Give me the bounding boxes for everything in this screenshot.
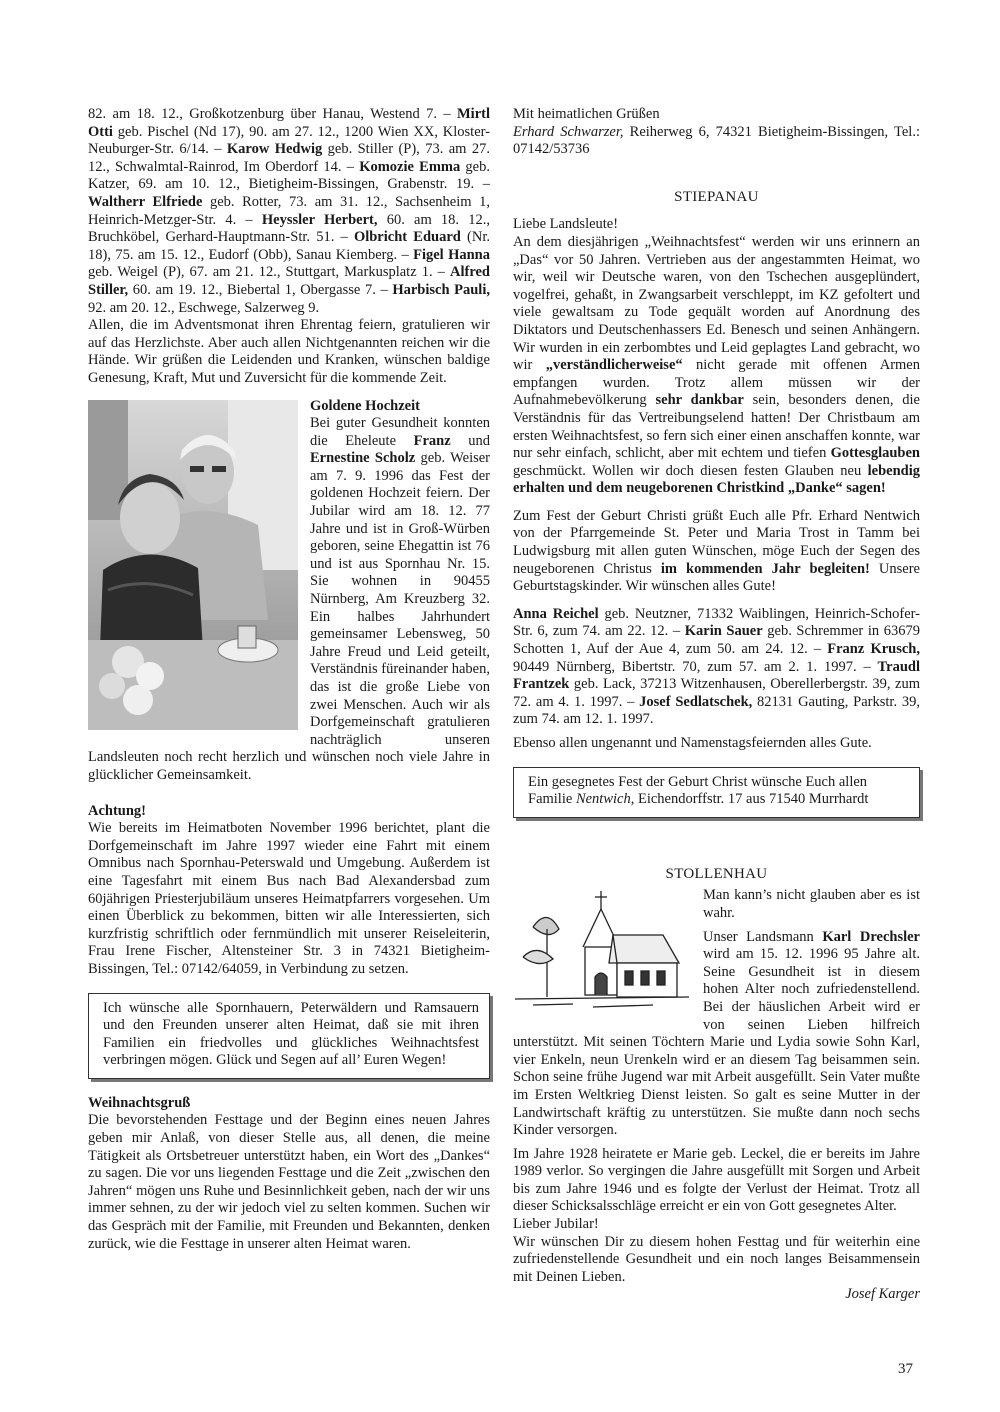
golden-wedding-section — [88, 398, 490, 785]
church-illustration — [513, 887, 693, 1015]
stiepanau-salutation: Liebe Landsleute! — [513, 216, 619, 233]
stollenhau-salutation: Lieber Jubilar! — [513, 1216, 599, 1233]
stiepanau-birthdays: Anna Reichel geb. Neutzner, 71332 Waiblingen, Heinrich-Schofer-Str. 6, zum 74. am 22. 12. – Karin Sauer geb. Schremmer in 63679 Schotten 1, Auf der Aue 4, zum 50. am 24. 12. – Franz Krusch, 90449 Nürnberg, Bibertstr. 70, zum 57. am 2. 1. 1997. – Traudl Frantzek geb. Lack, 37213 Witzenhausen, Oberellerbergstr. 39, zum 72. am 4. 1. 1997. – Josef Sedlatschek, 82131 Gauting, Parkstr. 39, zum 74. am 12. 1. 1997. — [513, 605, 920, 728]
achtung-heading: Achtung! — [88, 802, 147, 819]
person-name: Ernestine Scholz — [310, 450, 416, 467]
nentwich-greeting-box: Ein gesegnetes Fest der Geburt Christ wünsche Euch allen Familie Nentwich, Eichendorffstr. 17 aus 71540 Murrhardt — [513, 767, 920, 818]
person-name: Karl Drechsler — [822, 928, 920, 945]
person-name: Franz Krusch, — [827, 641, 920, 658]
person-name: Anna Reichel — [513, 605, 599, 622]
couple-photo — [88, 400, 298, 730]
golden-wedding-heading: Goldene Hochzeit — [310, 397, 420, 414]
stiepanau-section — [513, 189, 920, 753]
person-name: Karow Hedwig — [226, 141, 323, 158]
golden-wedding-text: Bei guter Gesundheit konnten die Eheleute Franz und Ernestine Scholz geb. Weiser am 7. 9. 1996 das Fest der goldenen Hochzeit feiern. Der Jubilar wird am 18. 12. 77 Jahre und ist in Groß-Würben geboren, seine Ehegattin ist 76 und ist aus Spornhau Nr. 15. Sie wohnen in 90455 Nürnberg, Am Kreuzberg 32. Ein halbes Jahrhundert gemeinsamer Lebensweg, 50 Jahre Freud und Leid geteilt, Verständnis füreinander haben, das ist die große Liebe von zwei Menschen. Auch wir als Dorfgemeinschaft gratulieren nachträglich unseren Landsleuten noch recht herzlich und wünschen noch viele Jahre in glücklicher Gemeinsamkeit. — [88, 415, 491, 783]
person-name: Josef Sedlatschek, — [639, 693, 753, 710]
person-name: Franz — [413, 432, 451, 449]
family-name: Nentwich, — [575, 791, 635, 808]
stollenhau-title: STOLLENHAU — [665, 865, 768, 882]
person-name: Traudl Frantzek — [513, 658, 920, 693]
christmas-wish-box — [88, 993, 490, 1079]
page-number: 37 — [898, 1361, 913, 1377]
stollenhau-intro: Man kann’s nicht glauben aber es ist wahr. — [703, 887, 920, 921]
person-name: Komozie Emma — [359, 158, 461, 175]
sender-name: Erhard Schwarzer, — [513, 123, 624, 140]
stollenhau-paragraph-3: Wir wünschen Dir zu diesem hohen Festtag und für weiterhin eine zufriedenstellende Gesundheit und ein noch langes Beisammensein mit Deinen Lieben. — [513, 1233, 920, 1285]
christmas-wish-text: Ich wünsche alle Spornhauern, Peterwäldern und Ramsauern und den Freunden unserer alten Heimat, daß sie mit ihren Familien ein friedvolles und glückliches Weihnachtsfest verbringen mögen. Glück und Segen auf all’ Euren Wegen! — [103, 999, 479, 1069]
achtung-section — [88, 803, 490, 979]
person-name: Harbisch Pauli, — [392, 281, 490, 298]
advent-greeting: Allen, die im Adventsmonat ihren Ehrentag feiern, gratulieren wir auf das Herzlichste. Aber auch allen Nichtgenannten reichen wir die Hände. Wir grüßen die Leidenden und Kranken, wünschen baldige Genesung, Kraft, Mut und Zuversicht für die kommende Zeit. — [88, 317, 490, 386]
right-column — [513, 106, 920, 1304]
stiepanau-title: STIEPANAU — [674, 188, 759, 205]
signature: Josef Karger — [845, 1286, 920, 1303]
sender-greeting: Mit heimatlichen Grüßen Erhard Schwarzer, Reiherweg 6, 74321 Bietigheim-Bissingen, Tel.: 07142/53736 — [513, 106, 920, 158]
christmas-greeting-text: Die bevorstehenden Festtage und der Beginn eines neuen Jahres geben mir Anlaß, von dieser Stelle aus, all denen, die meine Tätigkeit als Ortsbetreuer unterstützt haben, ein Wort des „Dankes“ zu sagen. Die vor uns liegenden Festtage und die Zeit „zwischen den Jahren“ mögen uns Ruhe und Besinnlichkeit geben, nach der wir uns immer sehnen, zu der wir jedoch viel zu selten kommen. Suchen wir das Gespräch mit der Familie, mit Freunden und Bekannten, denken zurück, wie die Festtage in unserer alten Heimat waren. — [88, 1112, 490, 1252]
church-drawing — [513, 887, 693, 1015]
stollenhau-paragraph-1: Unser Landsmann Karl Drechsler wird am 15. 12. 1996 95 Jahre alt. Seine Gesundheit ist in diesem hohen Alter noch zufriedenstellend. Bei der häuslichen Arbeit wird er von seinen Lieben hilfreich unterstützt. Mit seinen Töchtern Marie und Lydia sowie Sohn Karl, vier Enkeln, neun Urenkeln wird er an diesem Tag beisammen sein. Schon seine frühe Jugend war mit Arbeit ausgefüllt. Sein Vater mußte im Ersten Weltkrieg Dienst leisten. So galt es seine Mutter in der Landwirtschaft kräftig zu unterstützen. Sie mußte dann noch sechs Kinder versorgen. — [513, 928, 920, 1139]
person-name: Figel Hanna — [413, 246, 490, 263]
couple-photo-image — [88, 400, 298, 730]
stollenhau-paragraph-2: Im Jahre 1928 heiratete er Marie geb. Leckel, die er bereits im Jahre 1989 verlor. So vergingen die Jahre ausgefüllt mit Sorgen und Arbeit bis zum Jahre 1946 und es folgte der Verlust der Heimat. Trotz all dieser Schicksalsschläge erreicht er ein von Gott gesegnetes Alter. — [513, 1145, 920, 1215]
person-name: Waltherr Elfriede — [88, 193, 203, 210]
stollenhau-section — [513, 866, 920, 1304]
stiepanau-paragraph-1: An dem diesjährigen „Weihnachtsfest“ werden wir uns erinnern an „Das“ vor 50 Jahren. Vertrieben aus der angestammten Heimat, wo wir, weil wir Deutsche waren, von den Tschechen ausgeplündert, vogelfrei, gehaßt, in Zwangsarbeit verschleppt, im KZ gefoltert und viele gewaltsam zu Tode gequält worden auf Anordnung des Diktators und Deutschenhassers Ed. Benesch und seinen Anhängern. Wir wurden in ein zerbombtes und Leid geplagtes Land gebracht, wo wir „verständlicherweise“ nicht gerade mit offenen Armen empfangen wurden. Trotz allem müssen wir der Aufnahmebevölkerung sehr dankbar sein, besonders denen, die Verständnis für das Vertreibungselend hatten! Der Christbaum am ersten Weihnachtsfest, so fern sich einer einen anschaffen konnte, war nur sehr einfach, schlicht, aber mit echtem und tiefen Gottesglauben geschmückt. Wollen wir doch diesen festen Glauben neu lebendig erhalten und dem neugeborenen Christkind „Danke“ sagen! — [513, 233, 920, 497]
person-name: Olbricht Eduard — [353, 229, 461, 246]
christmas-greeting-section — [88, 1095, 490, 1253]
christmas-greeting-heading: Weihnachtsgruß — [88, 1094, 191, 1111]
stiepanau-closing: Ebenso allen ungenannt und Namenstagsfeiernden alles Gute. — [513, 735, 872, 751]
person-name: Alfred Stiller, — [88, 264, 490, 298]
person-name: Karin Sauer — [684, 623, 763, 640]
stiepanau-paragraph-2: Zum Fest der Geburt Christi grüßt Euch alle Pfr. Erhard Nentwich von der Pfarrgemeinde St. Peter und Maria Trost in Tamm bei Ludwigsburg mit allen guten Wünschen, möge Euch der Segen des neugeborenen Christus im kommenden Jahr begleiten! Unsere Geburtstagskinder. Wir wünschen alles Gute! — [513, 507, 920, 595]
person-name: Mirtl Otti — [88, 106, 490, 140]
birthday-list: 82. am 18. 12., Großkotzenburg über Hanau, Westend 7. – Mirtl Otti geb. Pischel (Nd 17), 90. am 27. 12., 1200 Wien XX, Kloster-Neuburger-Str. 6/14. – Karow Hedwig geb. Stiller (P), 73. am 27. 12., Schwalmtal-Rainrod, Im Oberdorf 14. – Komozie Emma geb. Katzer, 69. am 10. 12., Bietigheim-Bissingen, Grabenstr. 19. – Waltherr Elfriede geb. Rotter, 73. am 31. 12., Sachsenheim 1, Heinrich-Metzger-Str. 4. – Heyssler Herbert, 60. am 18. 12., Bruchköbel, Gerhard-Hauptmann-Str. 51. – Olbricht Eduard (Nr. 18), 75. am 15. 12., Eudorf (Obb), Sanau Kiemberg. – Figel Hanna geb. Weigel (P), 67. am 21. 12., Stuttgart, Markusplatz 1. – Alfred Stiller, 60. am 19. 12., Biebertal 1, Obergasse 7. – Harbisch Pauli, 92. am 20. 12., Eschwege, Salzerweg 9. — [88, 106, 490, 316]
person-name: Heyssler Herbert, — [261, 211, 378, 228]
left-column — [88, 106, 490, 1253]
achtung-text: Wie bereits im Heimatboten November 1996 berichtet, plant die Dorfgemeinschaft im Jahre 1997 wieder eine Fahrt mit einem Omnibus nach Spornhau-Peterswald und Umgebung. Außerdem ist eine Tagesfahrt mit einem Bus nach Bad Alexandersbad zum 60jährigen Priesterjubiläum unseres Heimatpfarrers vorgesehen. Um einen Überblick zu bekommen, bitten wir alle Interessierten, sich kurzfristig schriftlich oder fernmündlich mit unserer Reiseleiterin, Frau Irene Fischer, Altensteiner Str. 3 in 74321 Bietigheim-Bissingen, Tel.: 07142/64059, in Verbindung zu setzen. — [88, 820, 490, 977]
